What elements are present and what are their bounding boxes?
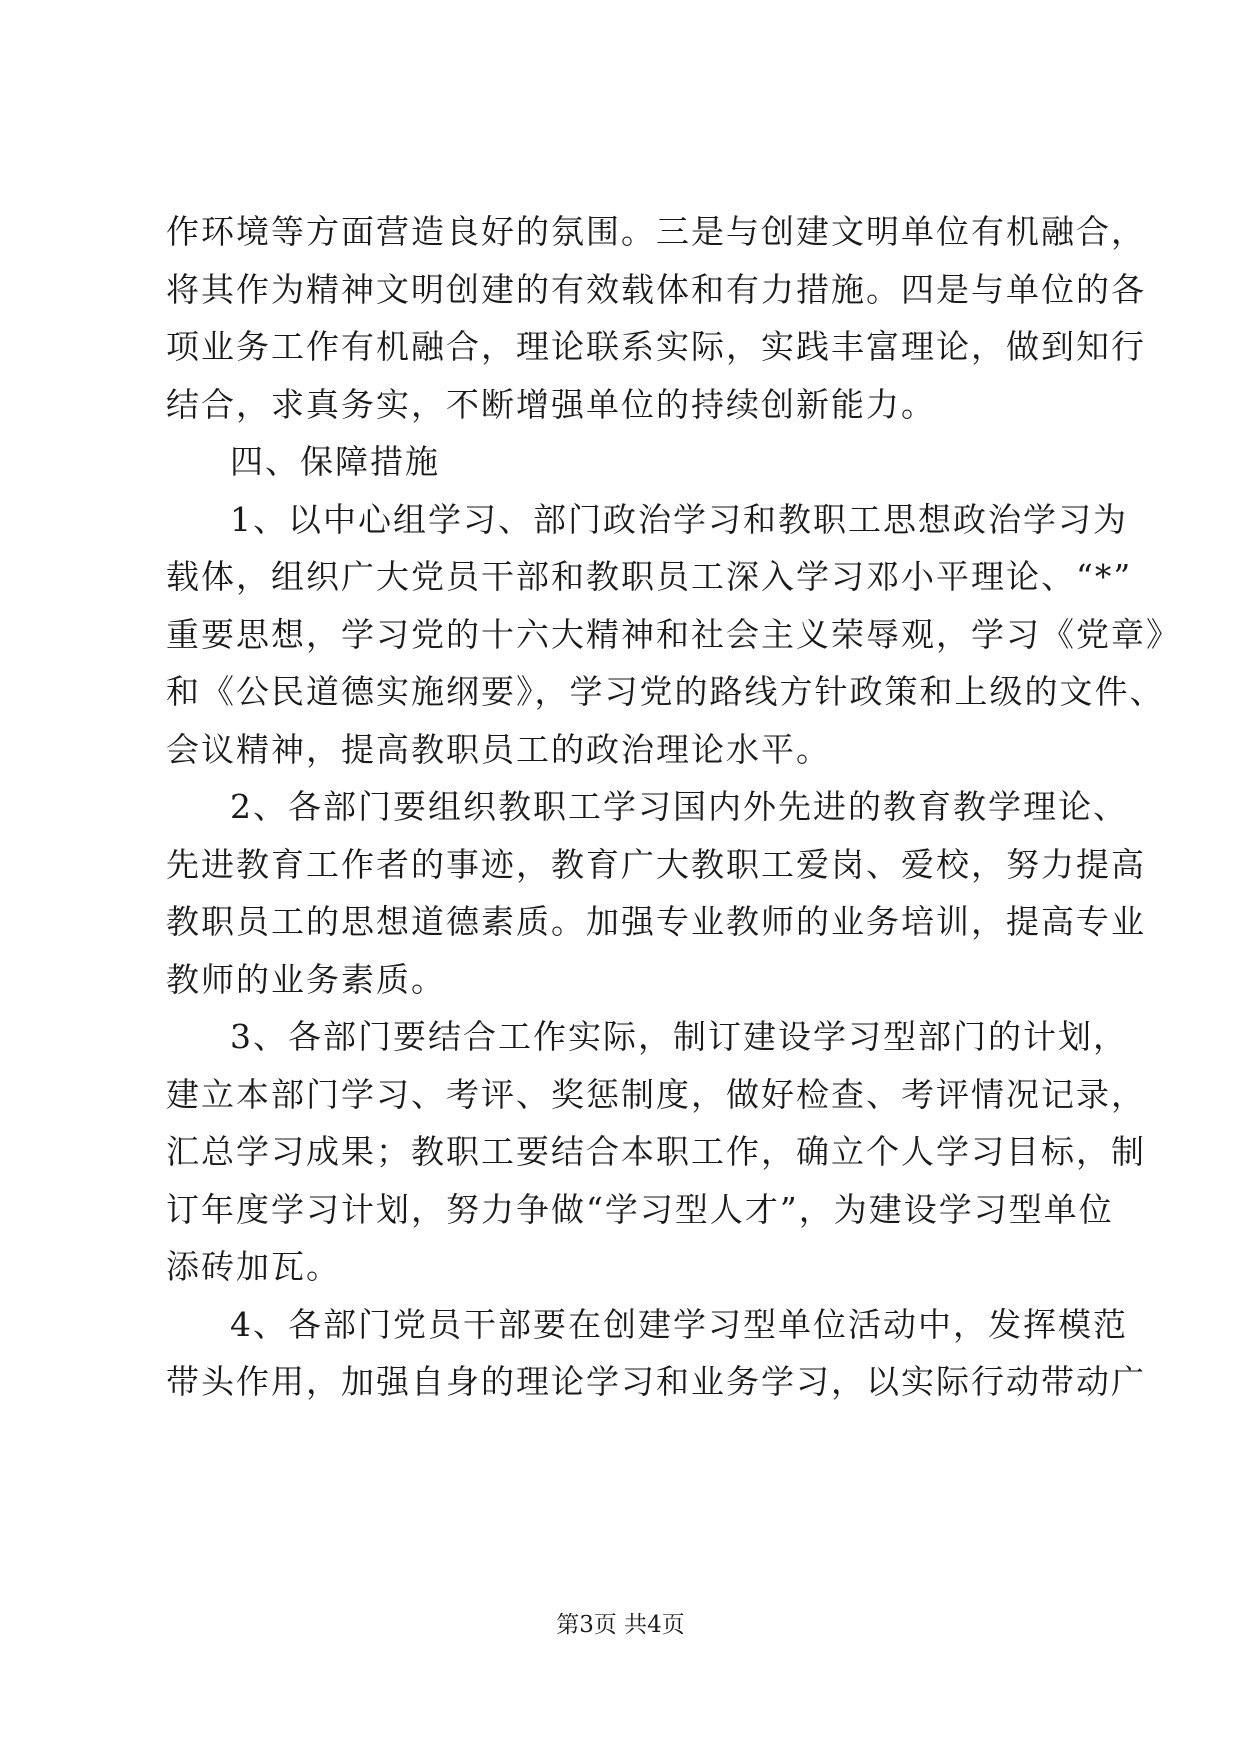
body-line: 1、以中心组学习、部门政治学习和教职工思想政治学习为 xyxy=(230,500,1128,539)
section-heading: 四、保障措施 xyxy=(230,442,440,481)
body-line: 会议精神，提高教职员工的政治理论水平。 xyxy=(166,730,831,769)
body-line: 和《公民道德实施纲要》，学习党的路线方针政策和上级的文件、 xyxy=(166,672,1165,711)
body-line: 带头作用，加强自身的理论学习和业务学习，以实际行动带动广 xyxy=(166,1362,1146,1401)
body-line: 载体，组织广大党员干部和教职员工深入学习邓小平理论、“*” xyxy=(166,557,1133,596)
body-line: 先进教育工作者的事迹，教育广大教职工爱岗、爱校，努力提高 xyxy=(166,845,1146,884)
body-line: 项业务工作有机融合，理论联系实际，实践丰富理论，做到知行 xyxy=(166,327,1146,366)
page-number-footer: 第3页 共4页 xyxy=(556,1612,685,1638)
body-line: 重要思想，学习党的十六大精神和社会主义荣辱观，学习《党章》 xyxy=(166,615,1181,654)
body-line: 2、各部门要组织教职工学习国内外先进的教育教学理论、 xyxy=(230,787,1128,826)
body-line: 教师的业务素质。 xyxy=(166,960,446,999)
body-line: 4、各部门党员干部要在创建学习型单位活动中，发挥模范 xyxy=(230,1305,1128,1344)
body-line: 建立本部门学习、考评、奖惩制度，做好检查、考评情况记录， xyxy=(166,1075,1146,1114)
body-line: 订年度学习计划，努力争做“学习型人才”，为建设学习型单位 xyxy=(166,1190,1114,1229)
body-line: 汇总学习成果；教职工要结合本职工作，确立个人学习目标，制 xyxy=(166,1132,1146,1171)
body-line: 3、各部门要结合工作实际，制订建设学习型部门的计划， xyxy=(230,1017,1128,1056)
body-line: 添砖加瓦。 xyxy=(166,1247,341,1286)
body-line: 结合，求真务实，不断增强单位的持续创新能力。 xyxy=(166,385,936,424)
body-line: 教职员工的思想道德素质。加强专业教师的业务培训，提高专业 xyxy=(166,902,1146,941)
body-line: 将其作为精神文明创建的有效载体和有力措施。四是与单位的各 xyxy=(166,270,1146,309)
body-line: 作环境等方面营造良好的氛围。三是与创建文明单位有机融合， xyxy=(166,212,1146,251)
